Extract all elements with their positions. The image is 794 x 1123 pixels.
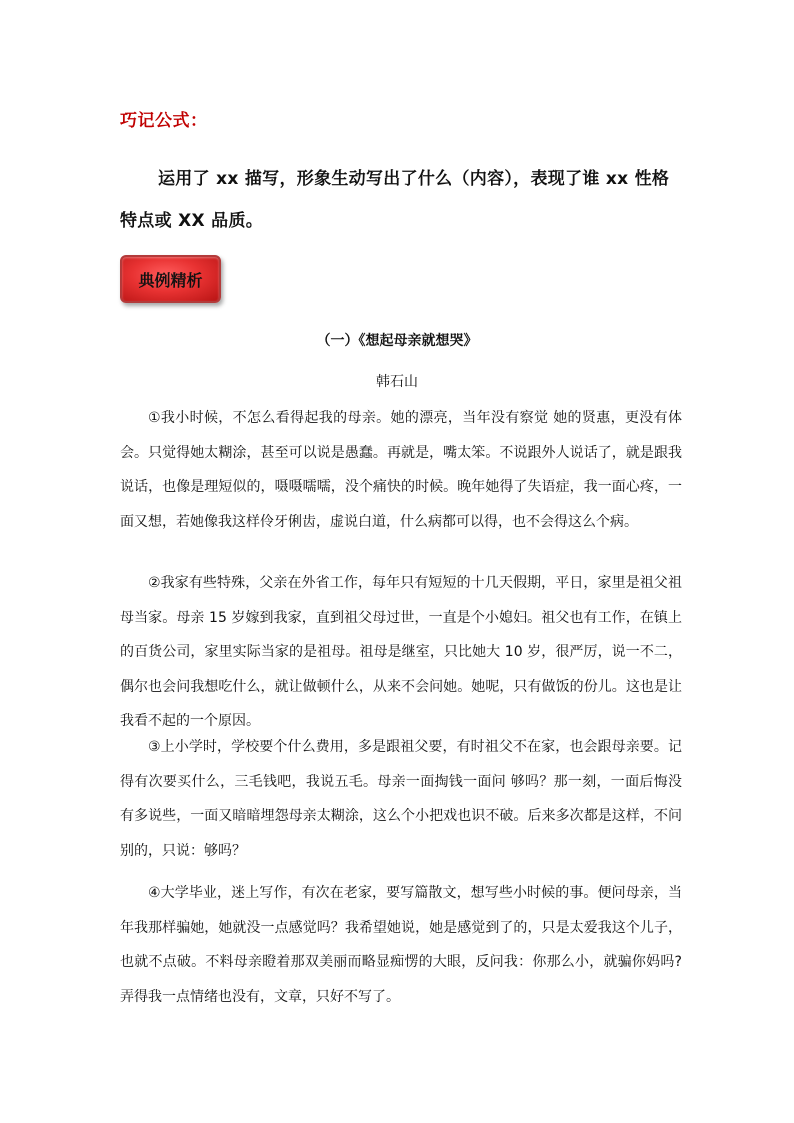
article-paragraph-4: ④大学毕业，迷上写作，有次在老家，要写篇散文，想写些小时候的事。便问母亲，当年我那样骗她，她就没一点感觉吗？我希望她说，她是感觉到了的，只是太爱我这个儿子，也就不点破。不料母亲瞪着那双美丽而略显痴愣的大眼，反问我：你那么小，就骗你妈吗?弄得我一点情绪也没有，文章，只好不写了。	[120, 885, 682, 1005]
article-paragraph-1: ①我小时候，不怎么看得起我的母亲。她的漂亮，当年没有察觉 她的贤惠，更没有体会。只觉得她太糊涂，甚至可以说是愚蠢。再就是，嘴太笨。不说跟外人说话了，就是跟我说话，也像是理短似的，嗫嗫嚅嚅，没个痛快的时候。晚年她得了失语症，我一面心疼，一面又想，若她像我这样伶牙俐齿，虚说白道，什么病都可以得，也不会得这么个病。	[120, 410, 682, 530]
article-paragraph-3: ③上小学时，学校要个什么费用，多是跟祖父要，有时祖父不在家，也会跟母亲要。记得有次要买什么，三毛钱吧，我说五毛。母亲一面掏钱一面问 够吗？那一刻，一面后悔没有多说些，一面又暗暗埋怨母亲太糊涂，这么个小把戏也识不破。后来多次都是这样，不问别的，只说：够吗？	[120, 739, 682, 859]
article-title: （一）《想起母亲就想哭》	[316, 333, 478, 349]
formula-body: 运用了 xx 描写，形象生动写出了什么（内容），表现了谁 xx 性格特点或 XX 品质。	[120, 169, 670, 231]
article-paragraph-2: ②我家有些特殊，父亲在外省工作，每年只有短短的十几天假期，平日，家里是祖父祖母当家。母亲 15 岁嫁到我家，直到祖父母过世，一直是个小媳妇。祖父也有工作，在镇上的百货公司，家里实际当家的是祖母。祖母是继室，只比她大 10 岁，很严厉，说一不二，偶尔也会问我想吃什么，就让做顿什么，从来不会问她。她呢，只有做饭的份儿。这也是让我看不起的一个原因。	[120, 575, 682, 729]
formula-heading: 巧记公式：	[120, 111, 208, 131]
article-author: 韩石山	[376, 374, 418, 390]
example-analysis-badge	[120, 255, 221, 303]
example-analysis-label: 典例精析	[138, 270, 203, 290]
